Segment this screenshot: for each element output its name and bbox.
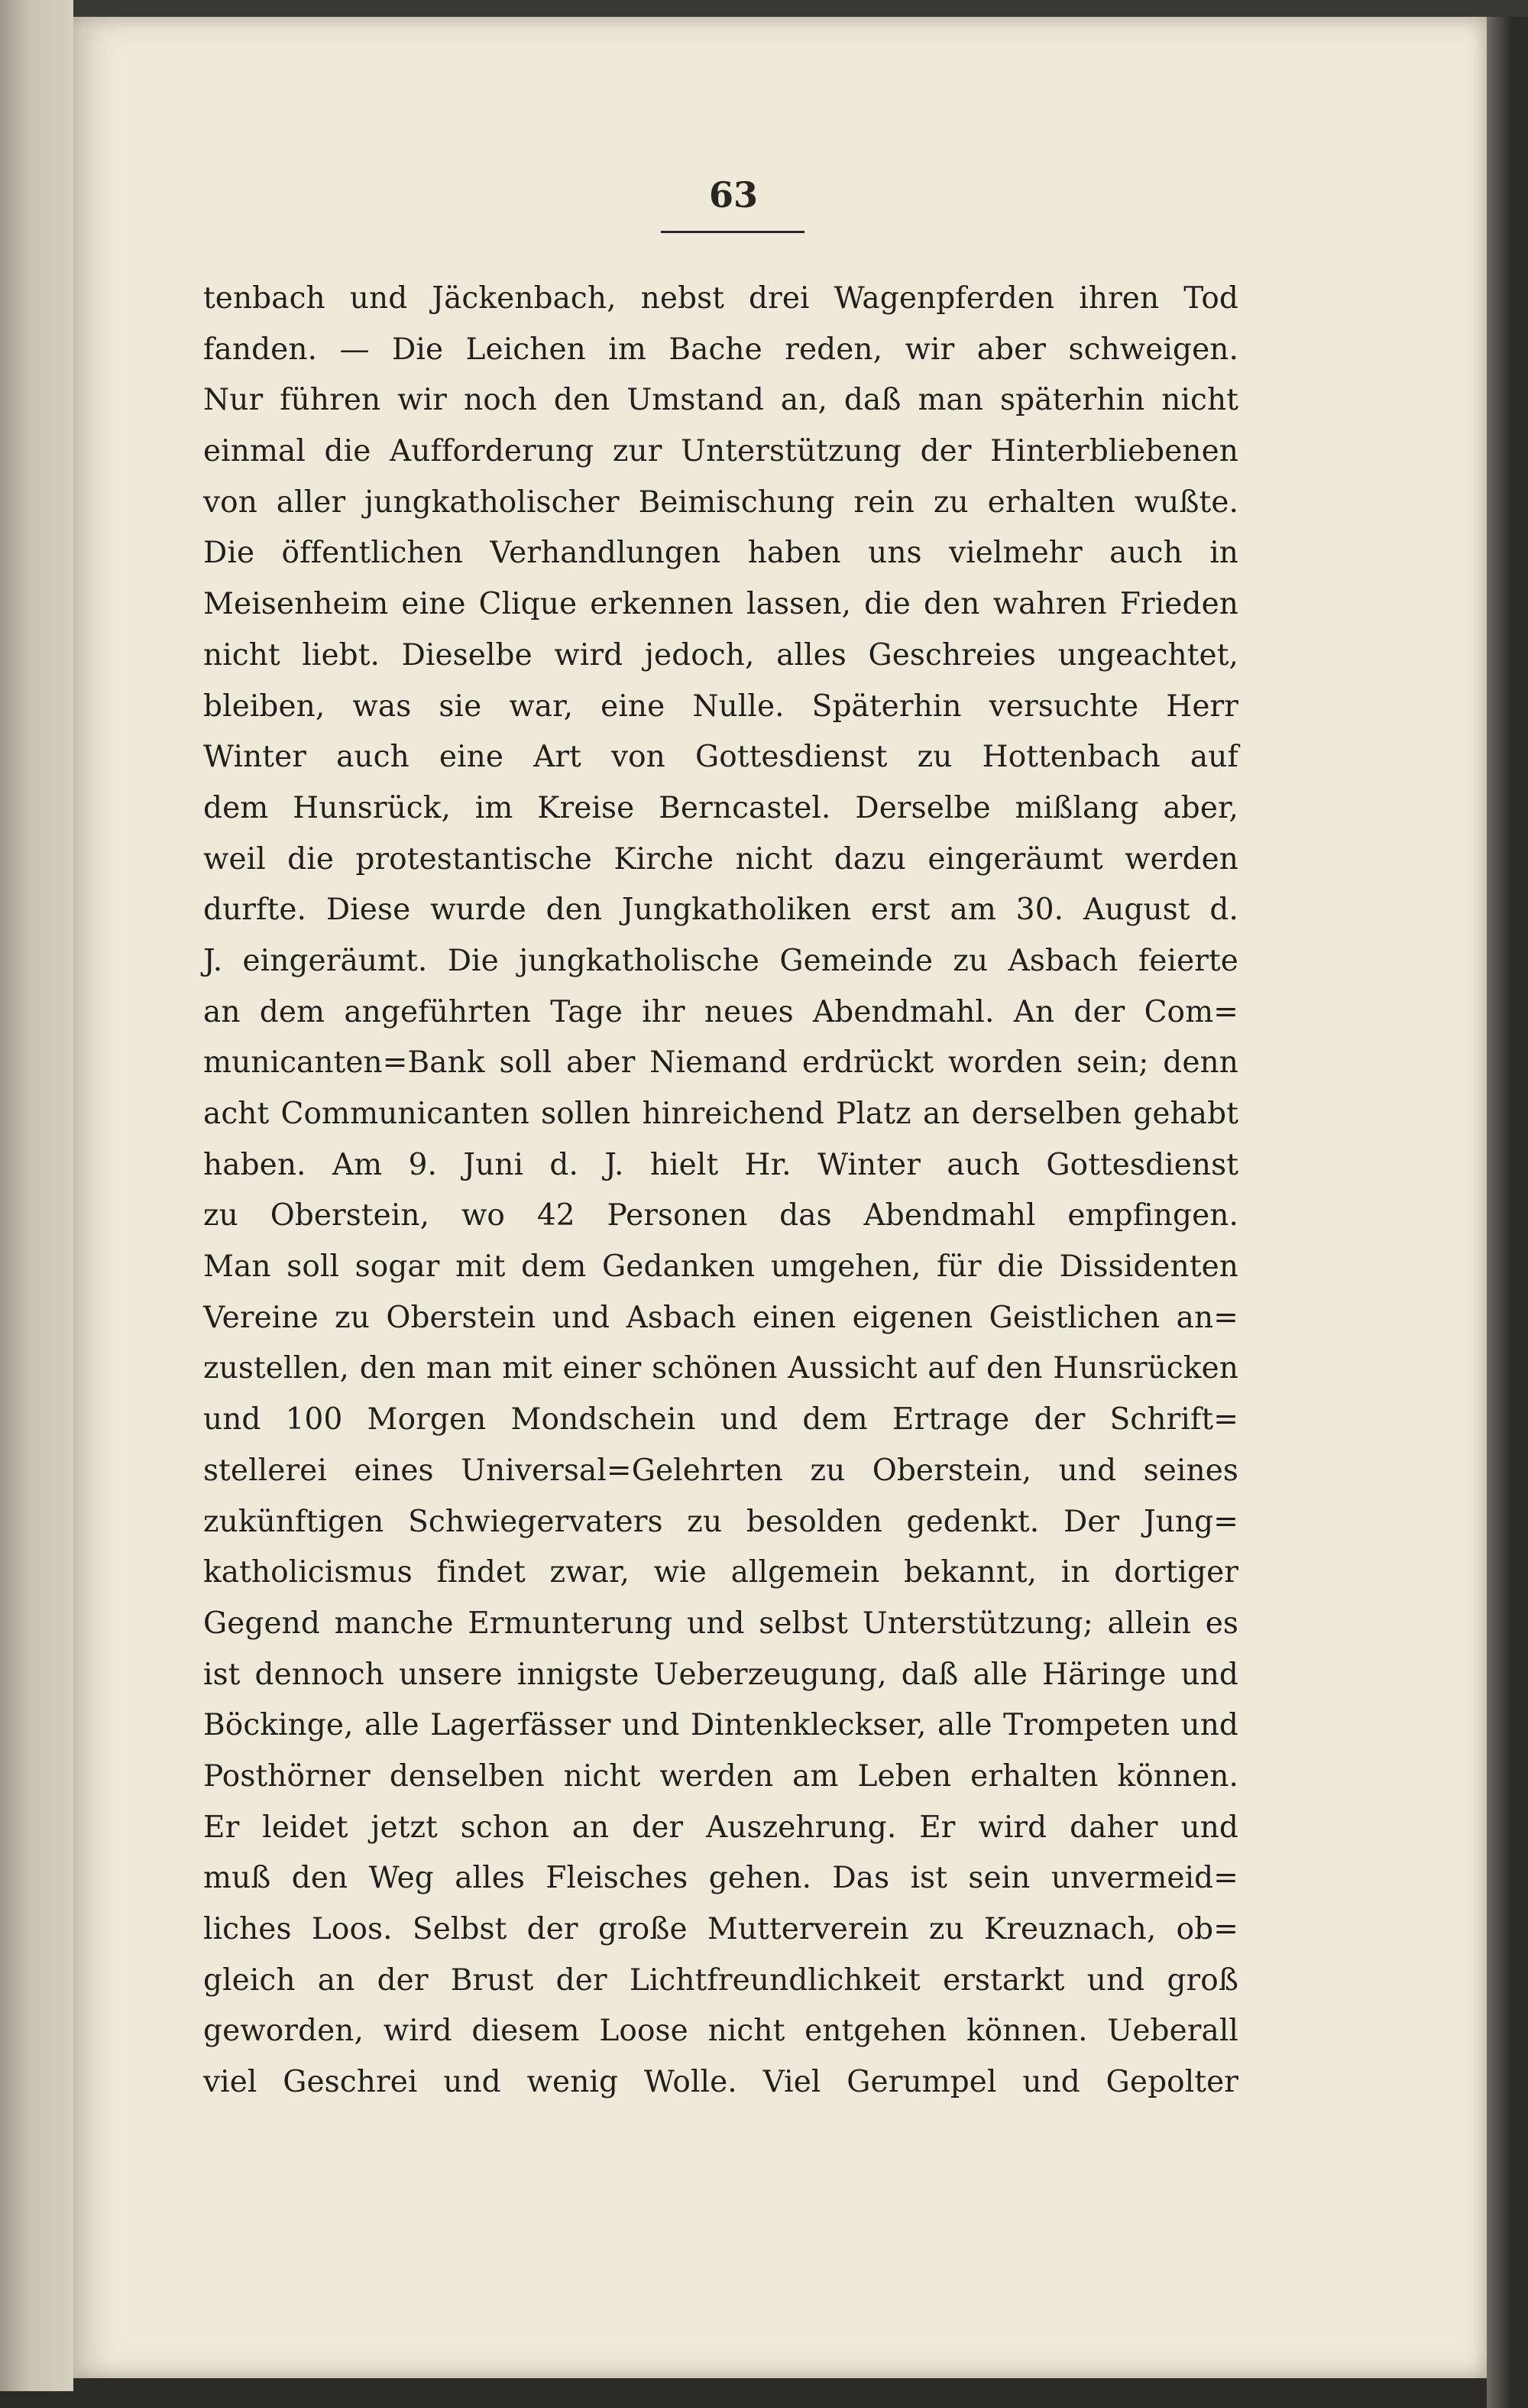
- text-line: zu Oberstein, wo 42 Personen das Abendmahl empfingen.: [203, 1198, 1238, 1233]
- text-line: J. eingeräumt. Die jungkatholische Gemeinde zu Asbach feierte: [203, 943, 1238, 978]
- text-line: einmal die Aufforderung zur Unterstützung der Hinterbliebenen: [203, 434, 1238, 469]
- text-line: durfte. Diese wurde den Jungkatholiken erst am 30. August d.: [203, 893, 1238, 928]
- text-line: tenbach und Jäckenbach, nebst drei Wagenpferden ihren Tod: [203, 281, 1238, 316]
- body-text: [203, 274, 1238, 2108]
- text-line: ist dennoch unsere innigste Ueberzeugung, daß alle Häringe und: [203, 1657, 1238, 1692]
- text-line: Er leidet jetzt schon an der Auszehrung. Er wird daher und: [203, 1810, 1238, 1845]
- text-line: Nur führen wir noch den Umstand an, daß man späterhin nicht: [203, 383, 1238, 418]
- page-number: 63: [708, 174, 758, 216]
- text-line: Man soll sogar mit dem Gedanken umgehen, für die Dissidenten: [203, 1249, 1238, 1285]
- text-line: liches Loos. Selbst der große Mutterverein zu Kreuznach, ob=: [203, 1912, 1238, 1946]
- scan-top-edge: [0, 0, 1528, 17]
- text-line: Meisenheim eine Clique erkennen lassen, die den wahren Frieden: [203, 587, 1238, 622]
- text-line: von aller jungkatholischer Beimischung rein zu erhalten wußte.: [203, 485, 1238, 520]
- text-line: gleich an der Brust der Lichtfreundlichkeit erstarkt und groß: [203, 1962, 1238, 1998]
- text-line: muß den Weg alles Fleisches gehen. Das ist sein unvermeid=: [203, 1861, 1238, 1896]
- scan-left-page-edge: [0, 0, 73, 2391]
- text-line: katholicismus findet zwar, wie allgemein bekannt, in dortiger: [203, 1555, 1238, 1590]
- text-line: Winter auch eine Art von Gottesdienst zu Hottenbach auf: [203, 740, 1238, 775]
- scan-right-edge: [1487, 17, 1528, 2408]
- text-line: zukünftigen Schwiegervaters zu besolden gedenkt. Der Jung=: [203, 1504, 1238, 1539]
- text-line: bleiben, was sie war, eine Nulle. Späterhin versuchte Herr: [203, 689, 1238, 724]
- text-line: stellerei eines Universal=Gelehrten zu Oberstein, und seines: [203, 1453, 1238, 1488]
- text-line: Die öffentlichen Verhandlungen haben uns vielmehr auch in: [203, 536, 1238, 571]
- text-line: Posthörner denselben nicht werden am Leben erhalten können.: [203, 1758, 1238, 1794]
- text-line: Vereine zu Oberstein und Asbach einen eigenen Geistlichen an=: [203, 1300, 1238, 1335]
- page-number-rule: [661, 231, 804, 233]
- text-line: viel Geschrei und wenig Wolle. Viel Gerumpel und Gepolter: [203, 2065, 1238, 2100]
- text-line: an dem angeführten Tage ihr neues Abendmahl. An der Com=: [203, 994, 1238, 1029]
- text-line: fanden. — Die Leichen im Bache reden, wir aber schweigen.: [203, 332, 1238, 367]
- text-line: acht Communicanten sollen hinreichend Platz an derselben gehabt: [203, 1097, 1238, 1131]
- text-line: dem Hunsrück, im Kreise Berncastel. Derselbe mißlang aber,: [203, 790, 1238, 825]
- text-line: zustellen, den man mit einer schönen Aussicht auf den Hunsrücken: [203, 1351, 1238, 1386]
- text-line: Gegend manche Ermunterung und selbst Unterstützung; allein es: [203, 1606, 1238, 1641]
- text-line: nicht liebt. Dieselbe wird jedoch, alles Geschreies ungeachtet,: [203, 637, 1238, 672]
- text-line: geworden, wird diesem Loose nicht entgehen können. Ueberall: [203, 2014, 1238, 2049]
- text-line: und 100 Morgen Mondschein und dem Ertrage der Schrift=: [203, 1402, 1238, 1437]
- text-line: weil die protestantische Kirche nicht dazu eingeräumt werden: [203, 841, 1238, 877]
- text-line: haben. Am 9. Juni d. J. hielt Hr. Winter auch Gottesdienst: [203, 1147, 1238, 1182]
- text-line: municanten=Bank soll aber Niemand erdrückt worden sein; denn: [203, 1045, 1238, 1081]
- text-line: Böckinge, alle Lagerfässer und Dintenkleckser, alle Trompeten und: [203, 1708, 1238, 1743]
